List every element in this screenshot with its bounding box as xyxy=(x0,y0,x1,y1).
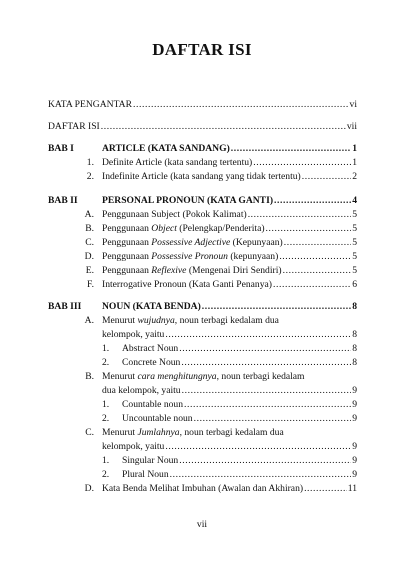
entry-title-italic: Jumlahnya xyxy=(137,427,180,438)
toc-page-number: 1 xyxy=(352,143,357,154)
entry-title-text: Interrogative Pronoun (Kata Ganti Penanya) xyxy=(102,279,272,290)
entry-index: 2. xyxy=(102,357,110,368)
toc-entry-title: Indefinite Article (kata sandang yang tidak tertentu) xyxy=(102,171,301,182)
entry-index: D. xyxy=(84,251,94,262)
toc-page-number: 2 xyxy=(352,171,357,182)
entry-title-text: (kepunyaan) xyxy=(227,251,279,262)
entry-index: B. xyxy=(85,223,94,234)
entry-title-text: kelompok, yaitu xyxy=(102,441,165,452)
toc-entry-title xyxy=(102,208,247,222)
entry-title-italic: Reflexive xyxy=(151,265,187,276)
toc-entry-title xyxy=(122,342,178,356)
toc-page-number: 9 xyxy=(352,455,357,466)
toc-page-number: 5 xyxy=(352,223,357,234)
toc-sub-entry[interactable] xyxy=(48,454,357,468)
toc-entry-heading[interactable] xyxy=(48,314,357,328)
entry-title-text: (Pelengkap/Penderita) xyxy=(176,223,265,234)
toc-page-number: vii xyxy=(346,121,357,132)
toc-entry-continuation[interactable] xyxy=(48,328,357,342)
toc-entry-title xyxy=(102,426,284,440)
toc-sub-entry[interactable] xyxy=(48,412,357,426)
chapter-number: BAB III xyxy=(48,301,82,312)
entry-title-italic: cara menghitungnya xyxy=(137,371,217,382)
toc-page-number: vi xyxy=(349,99,357,110)
toc-page-number: 6 xyxy=(352,279,357,290)
entry-title-italic: Object xyxy=(151,223,177,234)
entry-index: 2. xyxy=(102,469,110,480)
toc-entry-title xyxy=(122,454,178,468)
entry-index: F. xyxy=(87,279,94,290)
entry-title-italic: Possessive Adjective xyxy=(151,237,231,248)
entry-index: 1. xyxy=(102,343,110,354)
toc-entry-title xyxy=(102,370,305,384)
entry-index: 1. xyxy=(86,157,94,168)
toc-page-number: 4 xyxy=(352,195,357,206)
entry-title-text: Penggunaan xyxy=(102,265,152,276)
toc-entry-title xyxy=(102,440,164,454)
entry-title-text: kelompok, yaitu xyxy=(102,329,165,340)
entry-index: D. xyxy=(84,483,94,494)
toc-entry-daftar-isi[interactable] xyxy=(48,120,357,134)
chapter-title: ARTICLE (KATA SANDANG) xyxy=(102,143,230,154)
toc-entry[interactable] xyxy=(48,482,357,496)
entry-title-text: Uncountable noun xyxy=(122,413,193,424)
toc-chapter-2[interactable] xyxy=(48,194,357,208)
toc-entry[interactable] xyxy=(48,264,357,278)
entry-title-text: Plural Noun xyxy=(122,469,169,480)
toc-page-number: 11 xyxy=(347,483,357,494)
entry-title-italic: wujudnya xyxy=(137,315,175,326)
toc-entry-title xyxy=(102,250,278,264)
entry-title-text: Countable noun xyxy=(122,399,184,410)
toc-page-number: 5 xyxy=(352,265,357,276)
toc-page-number: 8 xyxy=(352,301,357,312)
toc-entry[interactable] xyxy=(48,250,357,264)
toc-entry-title xyxy=(122,356,180,370)
entry-title-text: Concrete Noun xyxy=(122,357,181,368)
toc-entry-title xyxy=(122,398,183,412)
toc-entry-title xyxy=(102,314,279,328)
toc-page-number: 8 xyxy=(352,343,357,354)
toc-page-number: 8 xyxy=(352,329,357,340)
toc-entry-title xyxy=(102,222,265,236)
entry-index: 2. xyxy=(86,171,94,182)
entry-title-text: Penggunaan Subject (Pokok Kalimat) xyxy=(102,209,247,220)
toc-entry-title xyxy=(102,278,272,292)
toc-page-number: 1 xyxy=(352,157,357,168)
toc-entry-heading[interactable] xyxy=(48,370,357,384)
entry-title-text: Penggunaan xyxy=(102,223,152,234)
toc-entry[interactable] xyxy=(48,236,357,250)
entry-index: 1. xyxy=(102,399,110,410)
entry-title-text: , noun terbagi kedalam dua xyxy=(179,427,284,438)
entry-index: C. xyxy=(85,427,94,438)
toc-entry-title xyxy=(102,328,164,342)
toc-entry-title xyxy=(102,482,303,496)
toc-page-number: 9 xyxy=(352,441,357,452)
toc-entry-title: KATA PENGANTAR xyxy=(48,99,133,110)
entry-title-text: Penggunaan xyxy=(102,251,152,262)
toc-page-number: 8 xyxy=(352,357,357,368)
entry-title-text: (Kepunyaan) xyxy=(230,237,283,248)
toc-sub-entry[interactable] xyxy=(48,356,357,370)
entry-title-text: dua kelompok, yaitu xyxy=(102,385,181,396)
toc-page-number: 5 xyxy=(352,237,357,248)
toc-page-number: 9 xyxy=(352,385,357,396)
toc-page-number: 9 xyxy=(352,469,357,480)
toc-entry-title: DAFTAR ISI xyxy=(48,121,100,132)
chapter-number: BAB II xyxy=(48,195,78,206)
toc-sub-entry[interactable] xyxy=(48,398,357,412)
toc-page-number: 9 xyxy=(352,413,357,424)
entry-title-text: Kata Benda Melihat Imbuhan (Awalan dan Akhiran) xyxy=(102,483,304,494)
page-title: DAFTAR ISI xyxy=(152,40,252,59)
toc-entry-title xyxy=(102,236,283,250)
entry-index: A. xyxy=(84,315,94,326)
toc-entry-title xyxy=(102,384,181,398)
entry-index: E. xyxy=(85,265,94,276)
chapter-number: BAB I xyxy=(48,143,74,154)
entry-title-text: Singular Noun xyxy=(122,455,179,466)
entry-title-text: (Mengenai Diri Sendiri) xyxy=(186,265,282,276)
entry-index: A. xyxy=(84,209,94,220)
toc-page-number: 5 xyxy=(352,209,357,220)
entry-title-text: , noun terbagi kedalam xyxy=(216,371,305,382)
entry-title-text: Penggunaan xyxy=(102,237,152,248)
toc-entry[interactable] xyxy=(48,222,357,236)
entry-index: 1. xyxy=(102,455,110,466)
toc-sub-entry[interactable] xyxy=(48,468,357,482)
toc-entry-title xyxy=(122,412,193,426)
toc-entry-continuation[interactable] xyxy=(48,384,357,398)
toc-entry-title xyxy=(102,264,282,278)
chapter-title: NOUN (KATA BENDA) xyxy=(102,301,201,312)
entry-title-text: Menurut xyxy=(102,427,138,438)
page-number-footer: vii xyxy=(196,519,208,530)
entry-title-italic: Possessive Pronoun xyxy=(151,251,228,262)
toc-chapter-1[interactable] xyxy=(48,142,357,156)
entry-index: B. xyxy=(85,371,94,382)
toc-entry-title xyxy=(122,468,169,482)
toc-entry-continuation[interactable] xyxy=(48,440,357,454)
entry-title-text: , noun terbagi kedalam dua xyxy=(174,315,279,326)
entry-title-text: Menurut xyxy=(102,371,138,382)
toc-entry-kata-pengantar[interactable] xyxy=(48,98,357,112)
entry-title-text: Abstract Noun xyxy=(122,343,179,354)
toc-entry-heading[interactable] xyxy=(48,426,357,440)
toc-page-number: 5 xyxy=(352,251,357,262)
entry-index: C. xyxy=(85,237,94,248)
toc-entry[interactable] xyxy=(48,170,357,184)
entry-index: 2. xyxy=(102,413,110,424)
toc-entry[interactable] xyxy=(48,156,357,170)
toc-sub-entry[interactable] xyxy=(48,342,357,356)
toc-chapter-3[interactable] xyxy=(48,300,357,314)
toc-entry[interactable] xyxy=(48,208,357,222)
entry-title-text: Menurut xyxy=(102,315,138,326)
toc-page-number: 9 xyxy=(352,399,357,410)
chapter-title: PERSONAL PRONOUN (KATA GANTI) xyxy=(102,195,274,206)
toc-entry-title: Definite Article (kata sandang tertentu) xyxy=(102,157,253,168)
toc-entry[interactable] xyxy=(48,278,357,292)
